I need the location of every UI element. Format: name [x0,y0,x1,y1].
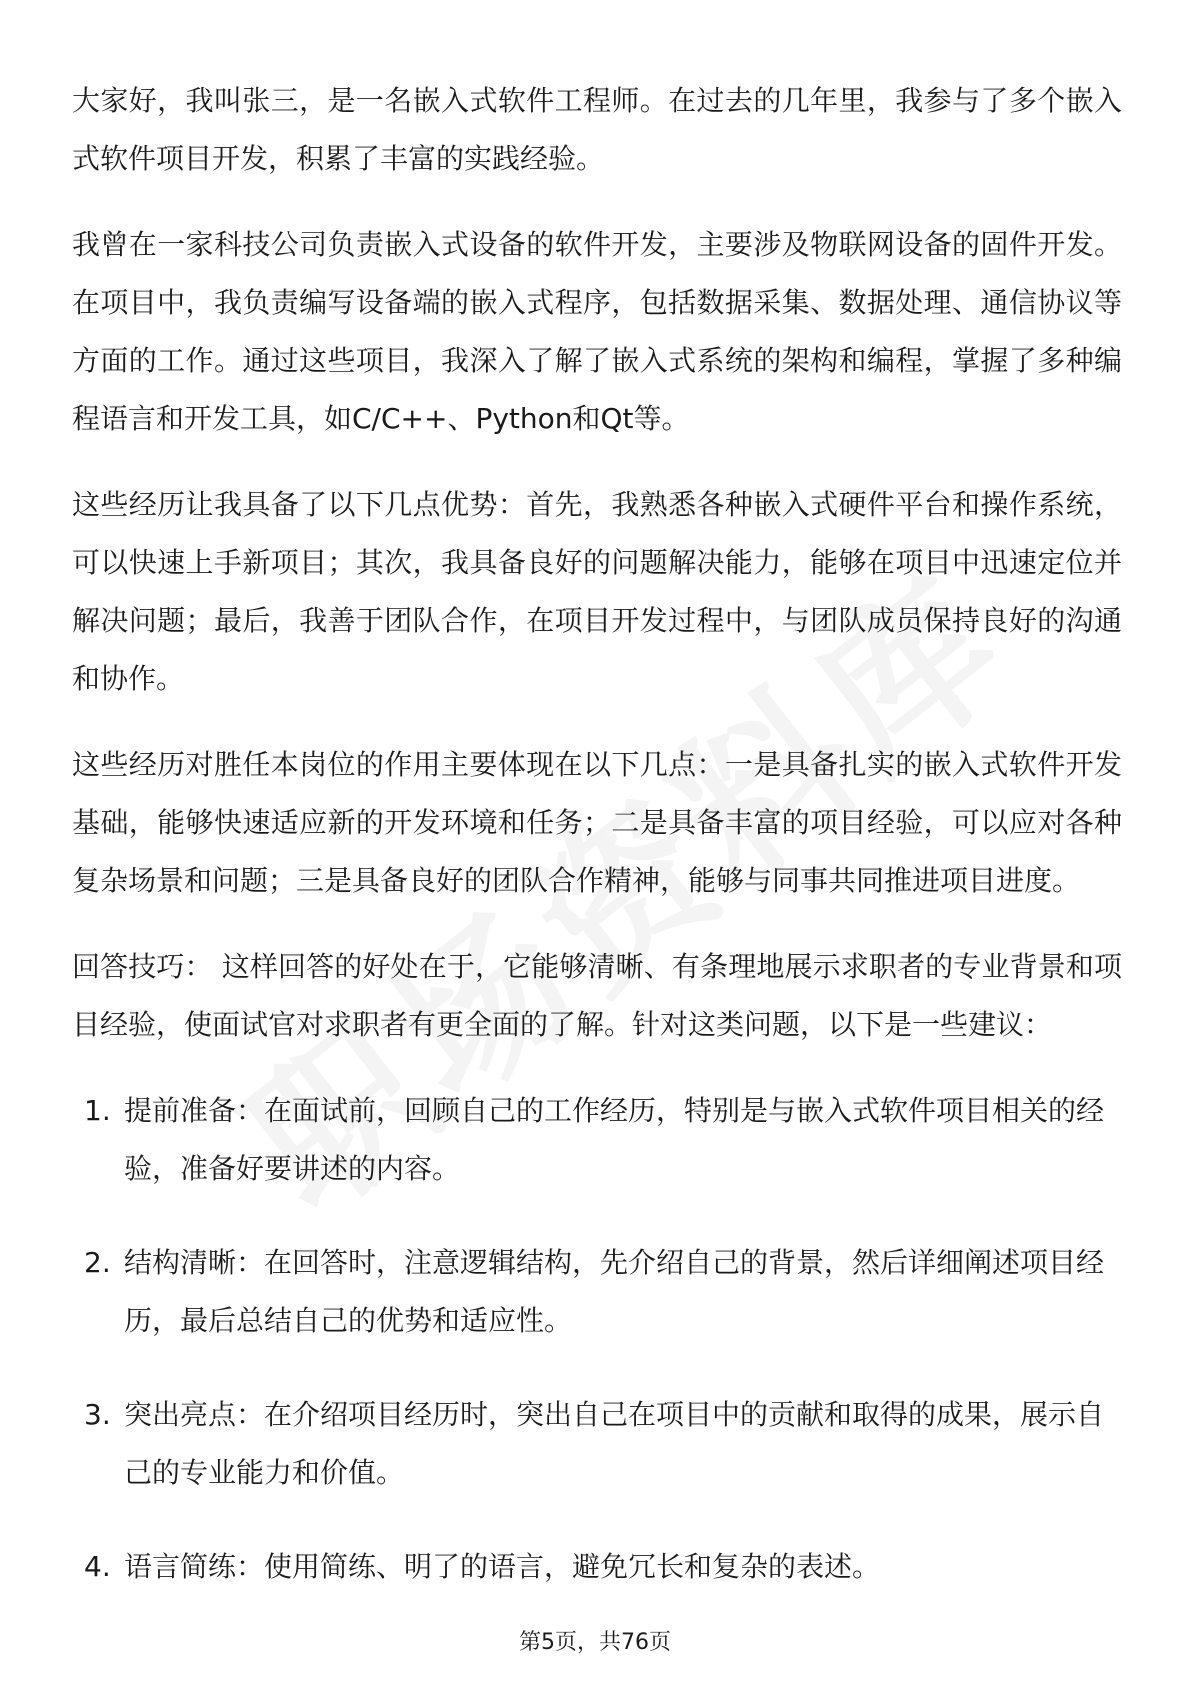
list-item [72,1386,1122,1502]
list-item [72,1234,1122,1350]
list-item [72,1082,1122,1198]
list-item-number: 1. [84,1094,111,1127]
role-fit-paragraph: 这些经历对胜任本岗位的作用主要体现在以下几点：一是具备扎实的嵌入式软件开发基础，能够快速适应新的开发环境和任务；二是具备丰富的项目经验，可以应对各种复杂场景和问题；三是具备良好的团队合作精神，能够与同事共同推进项目进度。 [72,748,1122,897]
tips-list [72,1082,1122,1596]
list-item-text: 突出亮点：在介绍项目经历时，突出自己在项目中的贡献和取得的成果，展示自己的专业能力和价值。 [124,1398,1105,1489]
experience-paragraph: 我曾在一家科技公司负责嵌入式设备的软件开发，主要涉及物联网设备的固件开发。在项目中，我负责编写设备端的嵌入式程序，包括数据采集、数据处理、通信协议等方面的工作。通过这些项目，我深入了解了嵌入式系统的架构和编程，掌握了多种编程语言和开发工具，如C/C++、Python和Qt等。 [72,228,1122,435]
list-item-text: 提前准备：在面试前，回顾自己的工作经历，特别是与嵌入式软件项目相关的经验，准备好要讲述的内容。 [124,1094,1105,1185]
list-item-number: 3. [84,1398,111,1431]
list-item-number: 2. [84,1246,111,1279]
list-item-number: 4. [84,1550,111,1583]
answer-tips-paragraph: 回答技巧： 这样回答的好处在于，它能够清晰、有条理地展示求职者的专业背景和项目经验，使面试官对求职者有更全面的了解。针对这类问题，以下是一些建议： [72,950,1122,1041]
list-item [72,1538,1122,1596]
page-number-footer: 第5页，共76页 [519,1630,671,1655]
list-item-text: 结构清晰：在回答时，注意逻辑结构，先介绍自己的背景，然后详细阐述项目经历，最后总结自己的优势和适应性。 [124,1246,1105,1337]
list-item-text: 语言简练：使用简练、明了的语言，避免冗长和复杂的表述。 [124,1550,881,1583]
document-body [72,72,1122,1632]
intro-paragraph: 大家好，我叫张三，是一名嵌入式软件工程师。在过去的几年里，我参与了多个嵌入式软件项目开发，积累了丰富的实践经验。 [72,84,1122,175]
advantages-paragraph: 这些经历让我具备了以下几点优势：首先，我熟悉各种嵌入式硬件平台和操作系统，可以快速上手新项目；其次，我具备良好的问题解决能力，能够在项目中迅速定位并解决问题；最后，我善于团队合作，在项目开发过程中，与团队成员保持良好的沟通和协作。 [72,488,1122,695]
